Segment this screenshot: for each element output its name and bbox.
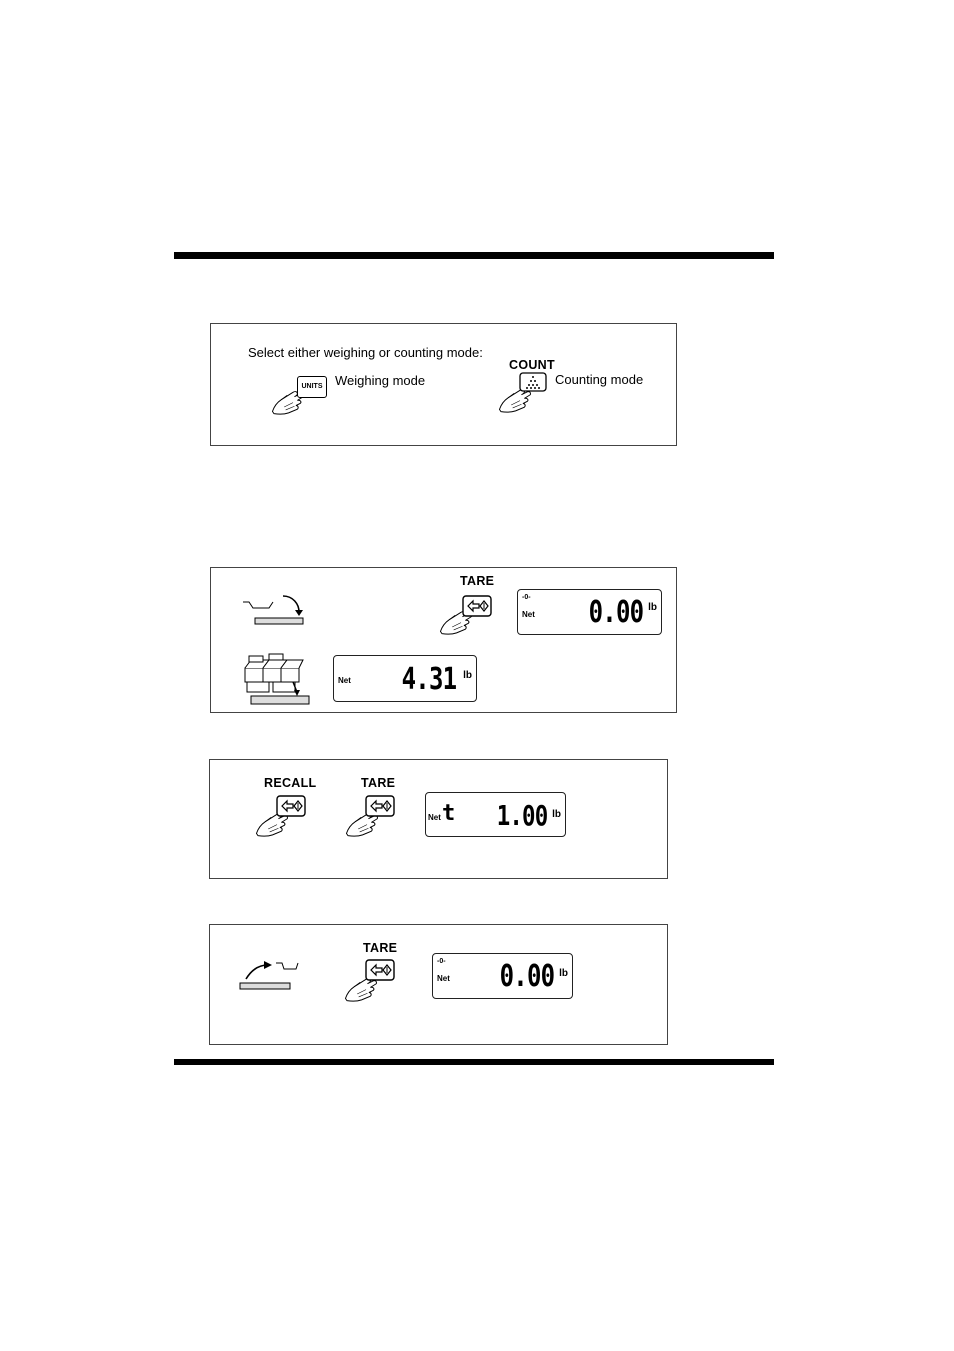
display-unit: lb	[559, 968, 568, 979]
units-key-label: UNITS	[301, 383, 323, 390]
tare-key-c[interactable]	[365, 959, 395, 981]
top-rule	[174, 252, 774, 259]
zero-indicator: -0-	[522, 594, 531, 601]
tare-key-label-c: TARE	[363, 941, 398, 955]
tare-key-label-b: TARE	[361, 776, 396, 790]
net-indicator: Net	[428, 813, 441, 822]
net-indicator: Net	[437, 974, 450, 983]
display-unit: lb	[552, 809, 561, 820]
container-removal-illustration	[236, 953, 326, 1003]
recall-key-label: RECALL	[264, 776, 317, 790]
tare-clear-panel	[209, 924, 668, 1045]
zero-indicator: -0-	[437, 958, 446, 965]
net-indicator: Net	[338, 676, 351, 685]
counting-mode-label: Counting mode	[555, 372, 644, 387]
count-key-label: COUNT	[509, 358, 555, 372]
display-zero-net	[432, 953, 573, 999]
display-unit: lb	[648, 602, 657, 613]
units-key[interactable]	[297, 376, 327, 398]
recall-key[interactable]	[276, 795, 306, 817]
tare-procedure-panel	[210, 567, 677, 713]
display-value: 0.00	[499, 959, 554, 994]
display-net-weight	[333, 655, 477, 702]
tare-key-a[interactable]	[462, 595, 492, 617]
tare-key-label-a: TARE	[460, 574, 495, 588]
tare-indicator: t	[442, 801, 456, 826]
bottom-rule	[174, 1059, 774, 1065]
count-key[interactable]	[519, 372, 547, 392]
display-value: 4.31	[401, 662, 456, 697]
mode-select-panel	[210, 323, 677, 446]
display-tare-recall	[425, 792, 566, 837]
display-unit: lb	[463, 670, 472, 681]
weighing-mode-label: Weighing mode	[335, 373, 426, 388]
net-indicator: Net	[522, 610, 535, 619]
tare-recall-panel	[209, 759, 668, 879]
empty-container-onto-pan-illustration	[239, 586, 319, 646]
loaded-container-on-pan-illustration	[239, 652, 319, 708]
tare-key-b[interactable]	[365, 795, 395, 817]
mode-instruction: Select either weighing or counting mode:	[248, 345, 483, 360]
display-value: 0.00	[588, 595, 643, 630]
display-value: 1.00	[496, 799, 547, 832]
display-zero-net	[517, 589, 662, 635]
